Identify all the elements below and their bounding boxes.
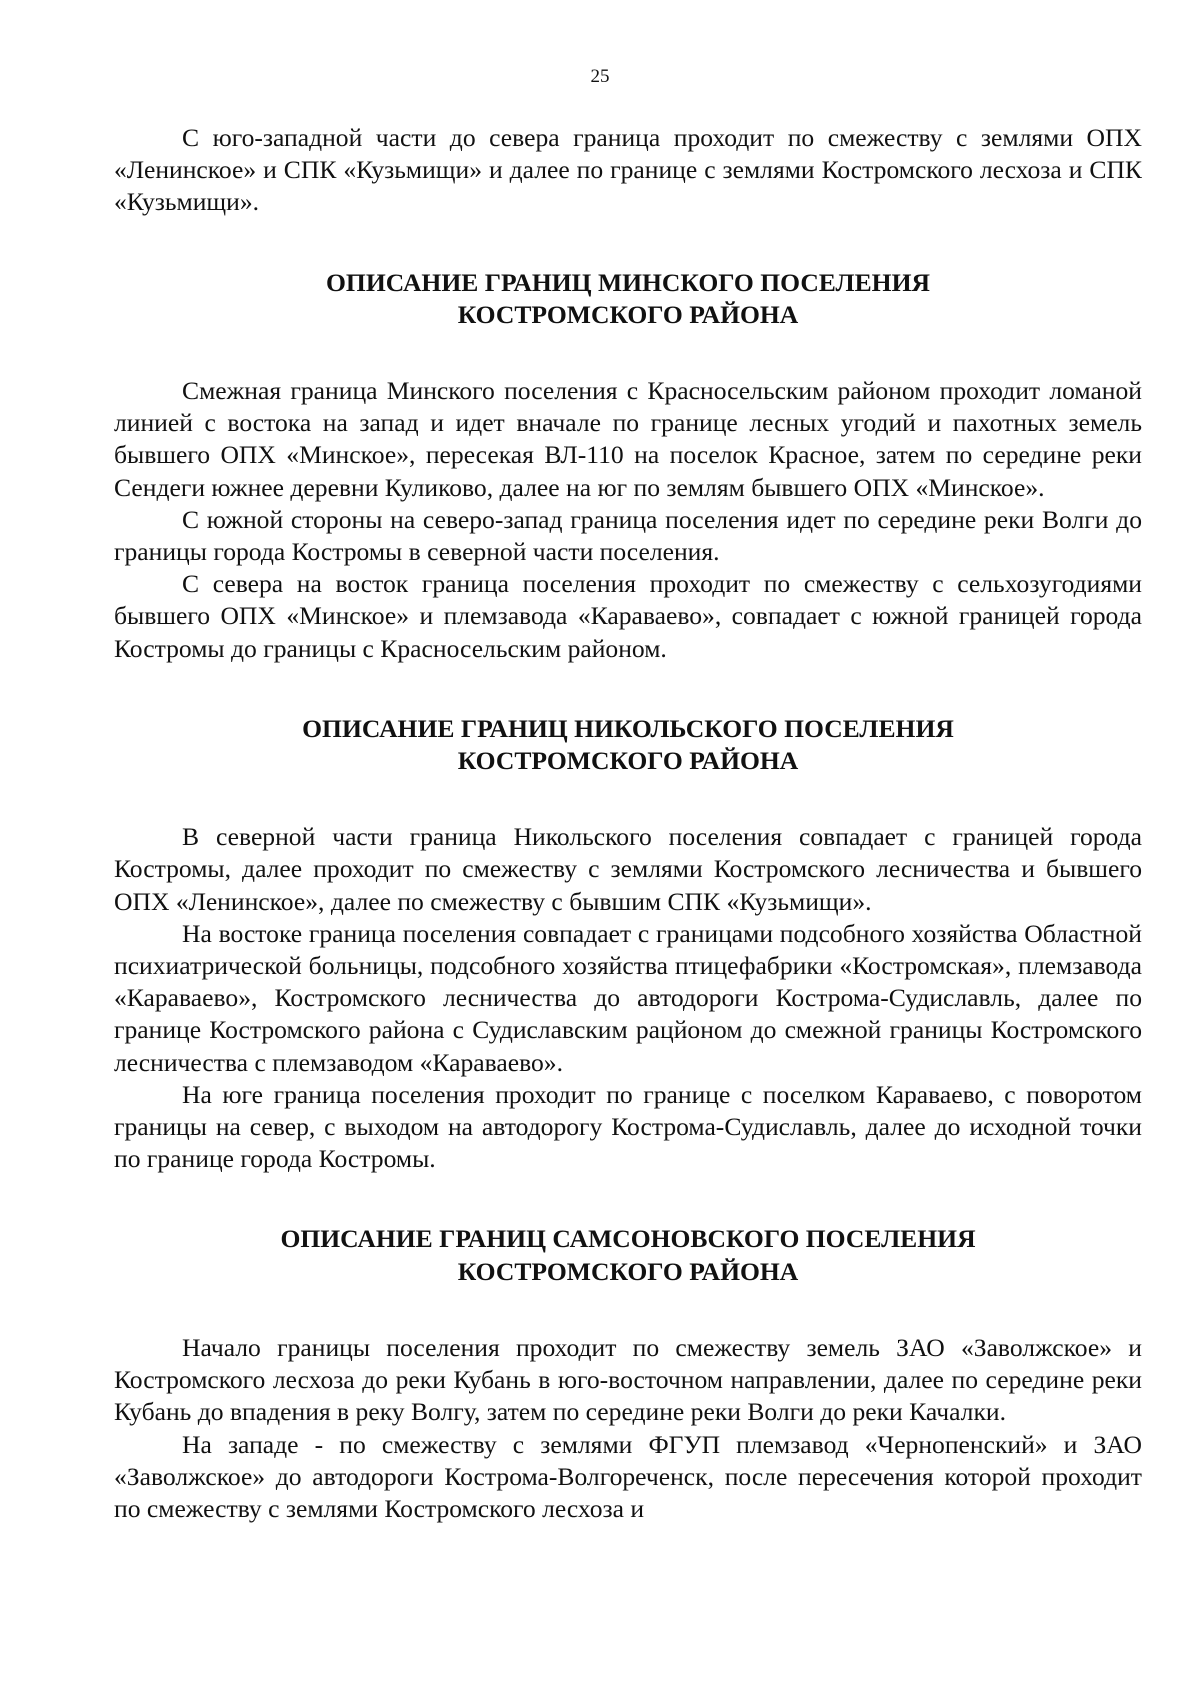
- paragraph: С севера на восток граница поселения проходит по смежеству с сельхозугодиями бывшего ОПХ «Минское» и племзавода «Караваево», совпадает с южной границей города Костромы до границы с Красносельским районом.: [114, 569, 1142, 663]
- heading-line: ОПИСАНИЕ ГРАНИЦ САМСОНОВСКОГО ПОСЕЛЕНИЯ: [280, 1224, 976, 1254]
- paragraph: На востоке граница поселения совпадает с границами подсобного хозяйства Областной психиатрической больницы, подсобного хозяйства птицефабрики «Костромская», племзавода «Караваево», Костромского лесничества до автодороги Кострома-Судиславль, далее по границе Костромского района с Судиславским рацйоном до смежной границы Костромского лесничества с племзаводом «Караваево».: [114, 918, 1142, 1077]
- intro-paragraph: С юго-западной части до севера граница проходит по смежеству с землями ОПХ «Ленинское» и СПК «Кузьмищи» и далее по границе с землями Костромского лесхоза и СПК «Кузьмищи».: [114, 123, 1142, 217]
- section-heading: [114, 713, 1142, 777]
- section-nikolskoe: [114, 713, 1142, 1176]
- heading-line: КОСТРОМСКОГО РАЙОНА: [457, 299, 799, 329]
- paragraph: На юге граница поселения проходит по границе с поселком Караваево, с поворотом границы на север, с выходом на автодорогу Кострома-Судиславль, далее до исходной точки по границе города Костромы.: [114, 1079, 1142, 1174]
- heading-line: ОПИСАНИЕ ГРАНИЦ НИКОЛЬСКОГО ПОСЕЛЕНИЯ: [302, 713, 954, 743]
- heading-line: КОСТРОМСКОГО РАЙОНА: [457, 1256, 799, 1286]
- paragraph: С южной стороны на северо-запад граница поселения идет по середине реки Волги до границы города Костромы в северной части поселения.: [114, 504, 1142, 567]
- paragraph: В северной части граница Никольского поселения совпадает с границей города Костромы, далее проходит по смежеству с землями Костромского лесничества и бывшего ОПХ «Ленинское», далее по смежеству с бывшим СПК «Кузьмищи».: [114, 822, 1142, 916]
- heading-line: ОПИСАНИЕ ГРАНИЦ МИНСКОГО ПОСЕЛЕНИЯ: [326, 267, 930, 297]
- paragraph: Начало границы поселения проходит по смежеству земель ЗАО «Заволжское» и Костромского лесхоза до реки Кубань в юго-восточном направлении, далее по середине реки Кубань до впадения в реку Волгу, затем по середине реки Волги до реки Качалки.: [114, 1332, 1142, 1427]
- section-heading: [114, 1223, 1142, 1287]
- section-heading: [114, 267, 1142, 331]
- paragraph: Смежная граница Минского поселения с Красносельским районом проходит ломаной линией с востока на запад и идет вначале по границе лесных угодий и пахотных земель бывшего ОПХ «Минское», пересекая ВЛ-110 на поселок Красное, затем по середине реки Сендеги южнее деревни Куликово, далее на юг по землям бывшего ОПХ «Минское».: [114, 376, 1142, 502]
- page-number: 25: [590, 66, 610, 87]
- section-samsonovo: [114, 1223, 1142, 1525]
- paragraph: На западе - по смежеству с землями ФГУП племзавод «Чернопенский» и ЗАО «Заволжское» до автодороги Кострома-Волгореченск, после пересечения которой проходит по смежеству с землями Костромского лесхоза и: [114, 1429, 1142, 1523]
- document-body: [114, 122, 1142, 1525]
- heading-line: КОСТРОМСКОГО РАЙОНА: [457, 746, 799, 776]
- section-minsk: [114, 267, 1142, 665]
